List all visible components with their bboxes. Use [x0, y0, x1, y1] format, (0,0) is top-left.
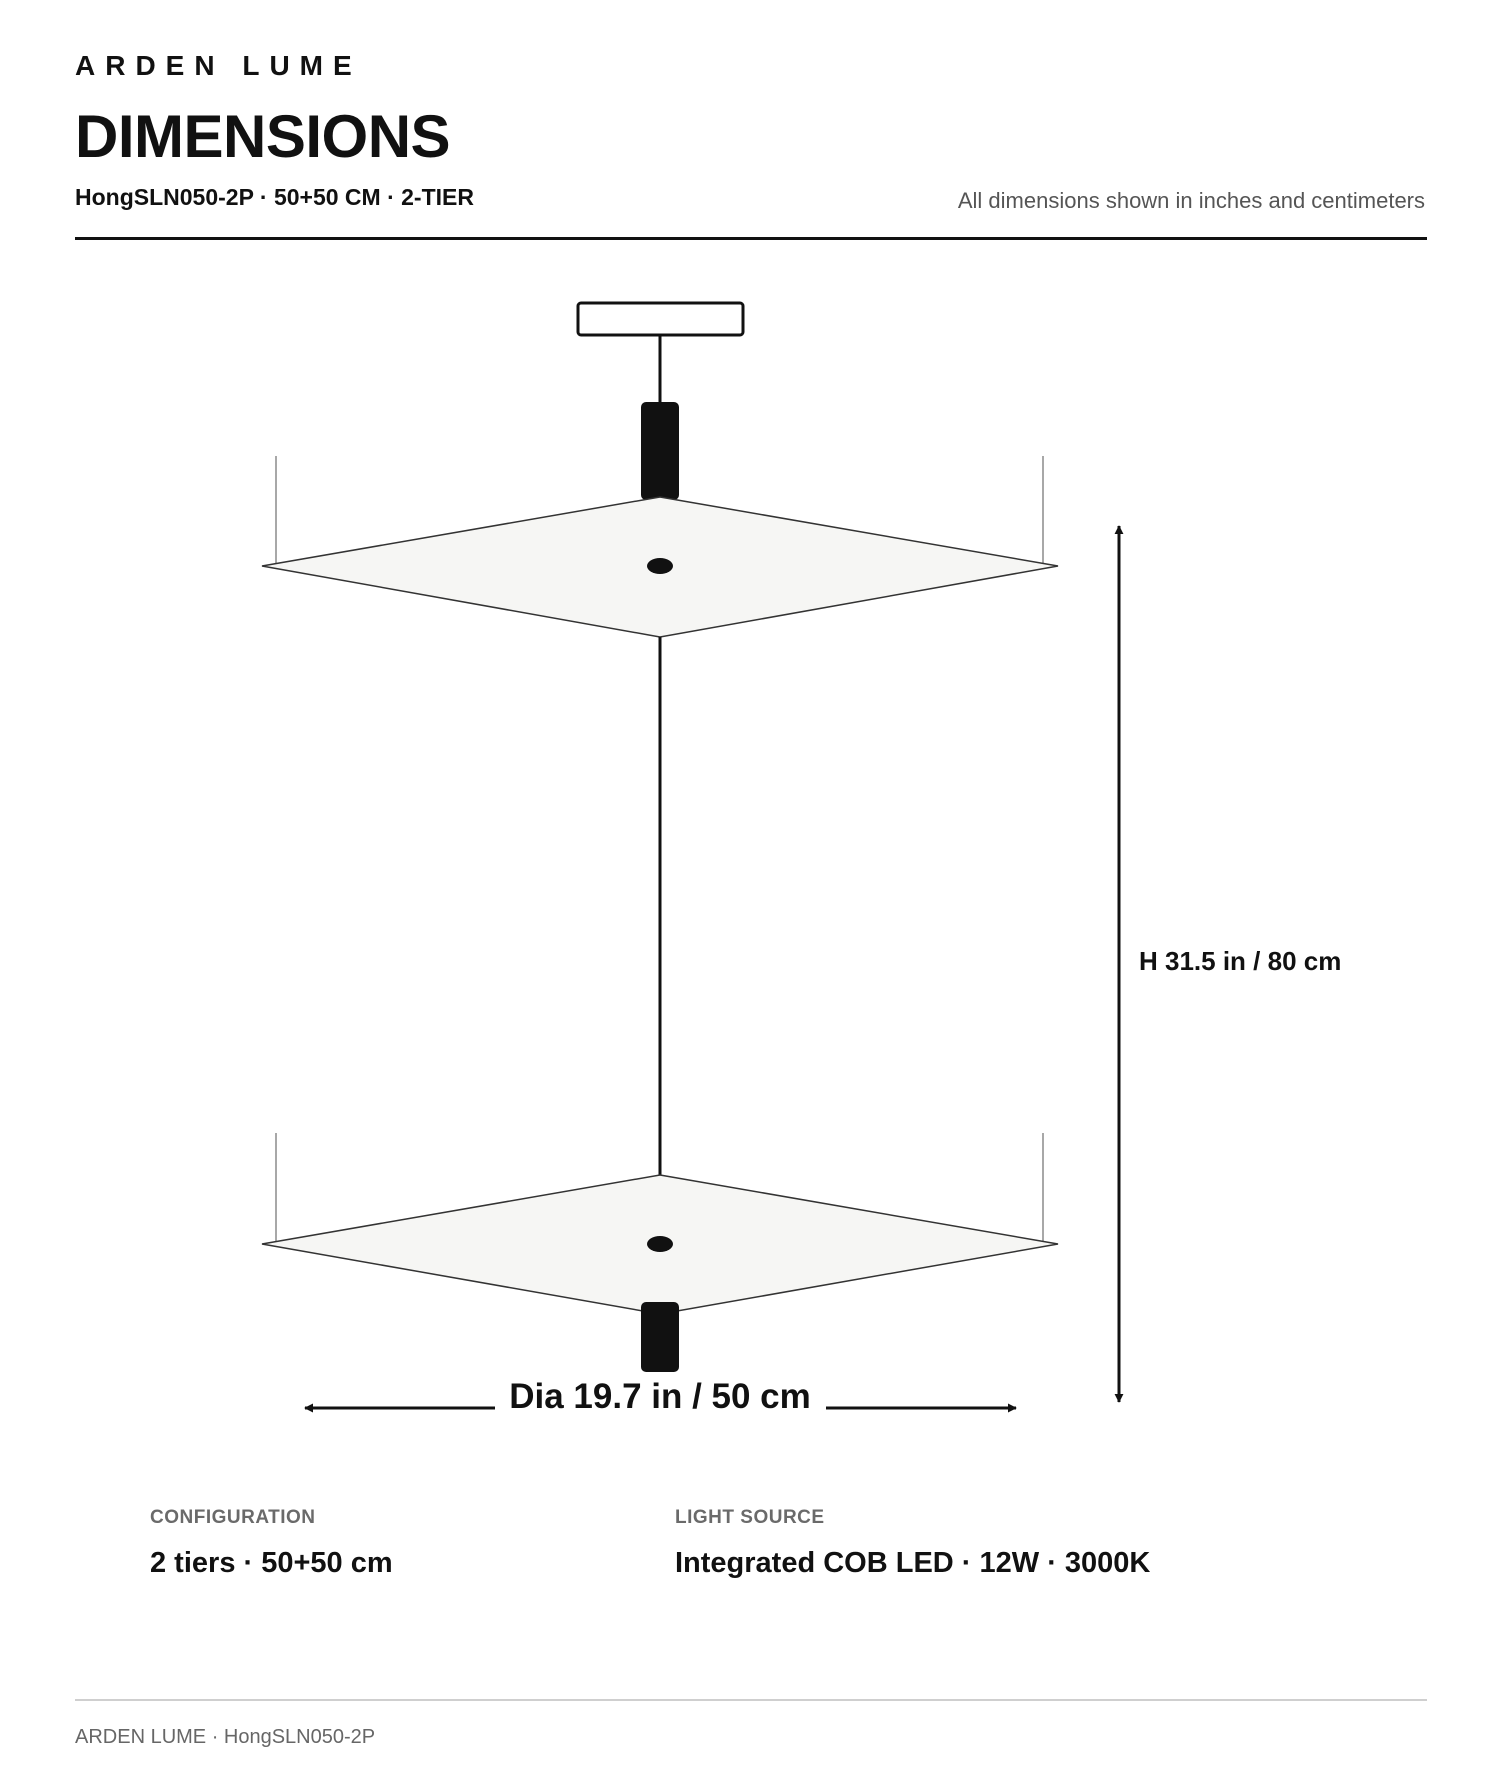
diameter-dimension-label: Dia 19.7 in / 50 cm [509, 1377, 811, 1416]
light-source-label: LIGHT SOURCE [675, 1507, 825, 1528]
lower-connector [641, 1302, 679, 1372]
light-source-value: Integrated COB LED · 12W · 3000K [675, 1547, 1151, 1579]
brand-name: ARDEN LUME [75, 50, 362, 81]
configuration-label: CONFIGURATION [150, 1507, 316, 1528]
units-note: All dimensions shown in inches and centimeters [957, 188, 1425, 213]
model-subtitle: HongSLN050-2P · 50+50 CM · 2-TIER [75, 184, 474, 210]
footer-divider [75, 1699, 1427, 1701]
height-dimension-label: H 31.5 in / 80 cm [1139, 946, 1342, 976]
configuration-value: 2 tiers · 50+50 cm [150, 1547, 393, 1579]
ceiling-canopy [578, 303, 743, 335]
footer-text: ARDEN LUME · HongSLN050-2P [75, 1726, 376, 1748]
page-title: DIMENSIONS [75, 103, 451, 170]
upper-connector [641, 402, 679, 500]
upper-tier-center-mount [647, 558, 673, 574]
lower-tier-center-mount [647, 1236, 673, 1252]
